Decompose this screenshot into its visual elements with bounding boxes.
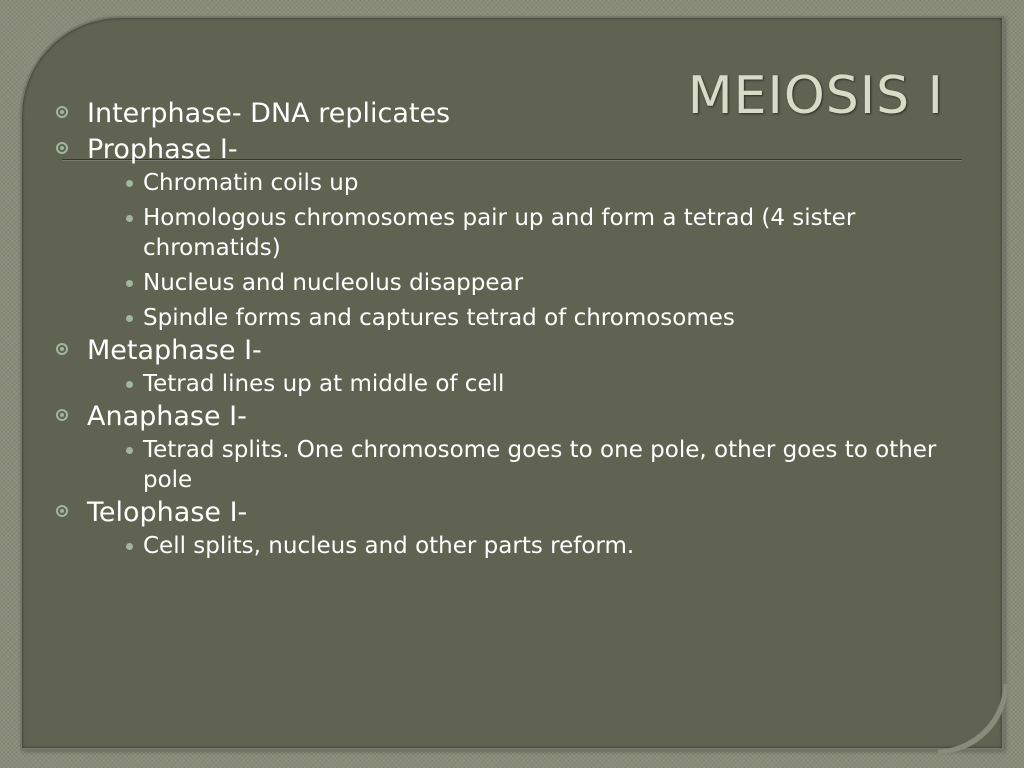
sub-bullet-text: Cell splits, nucleus and other parts reform. bbox=[143, 533, 635, 559]
sub-bullet-text: Nucleus and nucleolus disappear bbox=[143, 270, 524, 296]
list-item-telophase bbox=[54, 495, 954, 561]
sub-list-item bbox=[126, 435, 954, 495]
circled-dot-bullet-icon bbox=[56, 409, 68, 421]
sub-list-item bbox=[126, 303, 954, 333]
bullet-text: Anaphase I- bbox=[87, 401, 247, 432]
slide-title: MEIOSIS I bbox=[687, 66, 944, 126]
dot-bullet-icon bbox=[126, 180, 133, 187]
sub-bullet-list bbox=[87, 531, 954, 561]
circled-dot-bullet-icon bbox=[56, 142, 68, 154]
sub-bullet-text: Tetrad splits. One chromosome goes to one pole, other goes to other pole bbox=[143, 437, 937, 493]
circled-dot-bullet-icon bbox=[56, 106, 68, 118]
sub-list-item bbox=[126, 168, 954, 198]
bullet-list bbox=[54, 96, 954, 561]
list-item-interphase bbox=[54, 96, 954, 132]
bullet-text: Interphase- DNA replicates bbox=[87, 98, 451, 129]
list-item-metaphase bbox=[54, 333, 954, 399]
bullet-text: Metaphase I- bbox=[87, 335, 262, 366]
sub-bullet-text: Spindle forms and captures tetrad of chromosomes bbox=[143, 305, 735, 331]
sub-bullet-list bbox=[87, 369, 954, 399]
dot-bullet-icon bbox=[126, 315, 133, 322]
circled-dot-bullet-icon bbox=[56, 343, 68, 355]
sub-bullet-list bbox=[87, 168, 954, 333]
dot-bullet-icon bbox=[126, 447, 133, 454]
dot-bullet-icon bbox=[126, 215, 133, 222]
sub-list-item bbox=[126, 203, 954, 263]
dot-bullet-icon bbox=[126, 381, 133, 388]
sub-list-item bbox=[126, 268, 954, 298]
dot-bullet-icon bbox=[126, 543, 133, 550]
list-item-anaphase bbox=[54, 399, 954, 495]
bullet-text: Telophase I- bbox=[87, 497, 248, 528]
list-item-prophase bbox=[54, 132, 954, 333]
circled-dot-bullet-icon bbox=[56, 505, 68, 517]
sub-bullet-text: Homologous chromosomes pair up and form a tetrad (4 sister chromatids) bbox=[143, 205, 856, 261]
dot-bullet-icon bbox=[126, 280, 133, 287]
sub-bullet-text: Tetrad lines up at middle of cell bbox=[143, 371, 505, 397]
bullet-text: Prophase I- bbox=[87, 134, 238, 165]
sub-list-item bbox=[126, 531, 954, 561]
sub-bullet-list bbox=[87, 435, 954, 495]
sub-list-item bbox=[126, 369, 954, 399]
sub-bullet-text: Chromatin coils up bbox=[143, 170, 359, 196]
